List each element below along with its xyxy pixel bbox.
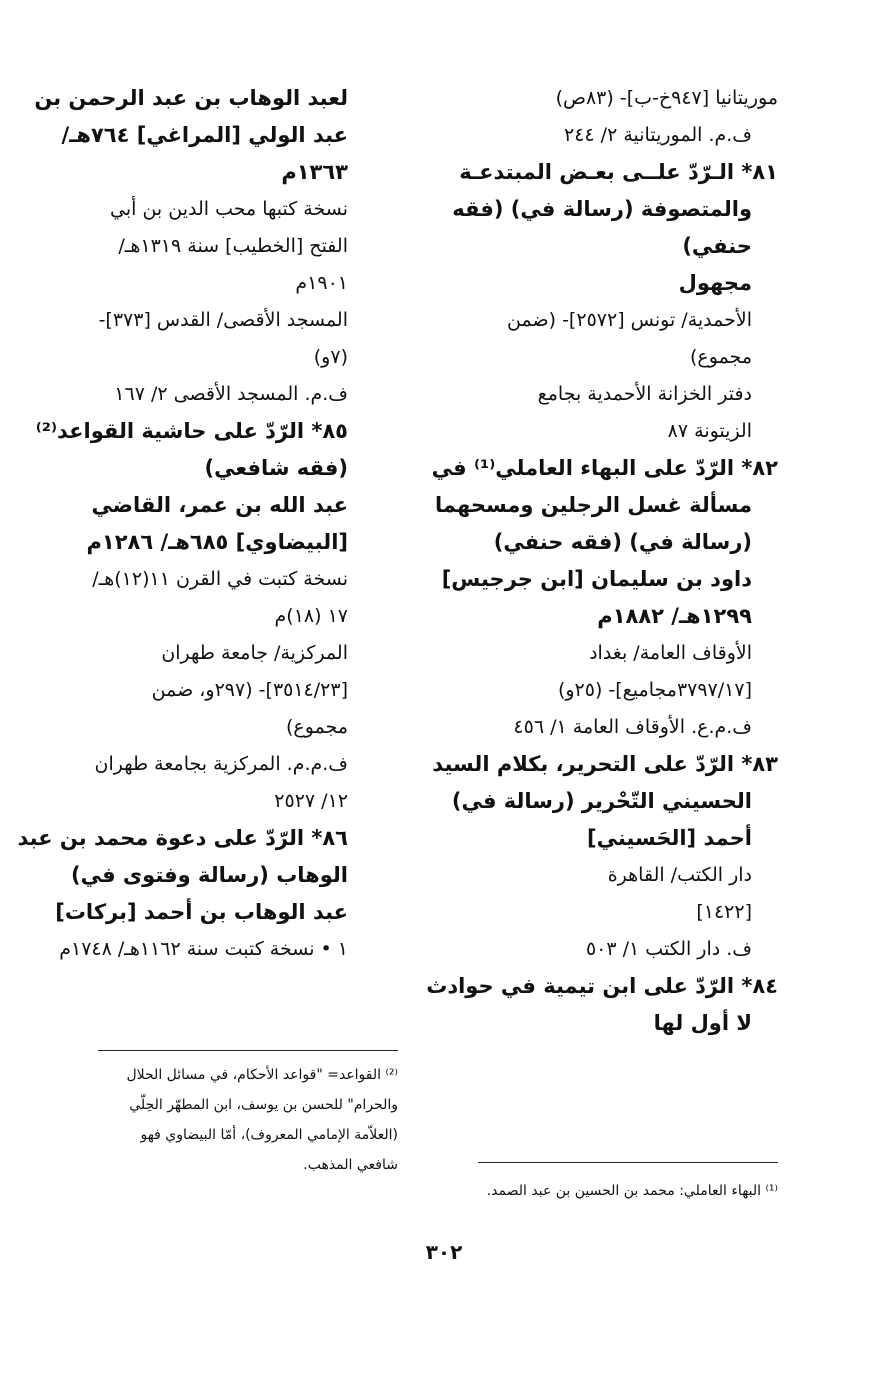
text-line: أحمد [الحَسيني] xyxy=(586,826,752,850)
footnote-line: شافعي المذهب. xyxy=(303,1157,398,1173)
text-line: ف. دار الكتب ١/ ٥٠٣ xyxy=(585,938,752,960)
text-line: ٨٥* الرّدّ على حاشية القواعد⁽²⁾ xyxy=(35,419,348,443)
text-line: ٨٣* الرّدّ على التحرير، بكلام السيد xyxy=(432,752,778,776)
text-line: مجموع) xyxy=(286,716,348,738)
text-line: الزيتونة ٨٧ xyxy=(667,420,752,442)
text-line: مجهول xyxy=(678,271,752,295)
text-line: عبد الله بن عمر، القاضي xyxy=(91,493,348,517)
text-line: موريتانيا [٩٤٧خ-ب]- (٨٣ص) xyxy=(555,87,778,109)
footnote-line: (العلاّمة الإمامي المعروف)، أمّا البيضاوي فهو xyxy=(140,1127,398,1143)
text-line: (فقه شافعي) xyxy=(204,456,348,480)
text-line: ١٢٩٩هـ/ ١٨٨٢م xyxy=(597,604,752,628)
text-line: لعبد الوهاب بن عبد الرحمن بن xyxy=(34,86,348,110)
footnote-left xyxy=(28,1060,398,1180)
text-line: دار الكتب/ القاهرة xyxy=(607,864,752,886)
text-line: مسألة غسل الرجلين ومسحهما xyxy=(435,493,752,517)
footnote-rule-left xyxy=(98,1050,398,1051)
text-line: دفتر الخزانة الأحمدية بجامع xyxy=(537,383,752,405)
text-line: الأحمدية/ تونس [٢٥٧٢]- (ضمن xyxy=(507,309,752,331)
text-line: حنفي) xyxy=(682,234,752,258)
footnote-rule-right xyxy=(478,1162,778,1163)
text-line: الوهاب (رسالة وفتوى في) xyxy=(71,863,348,887)
text-line: ٨٤* الرّدّ على ابن تيمية في حوادث xyxy=(426,974,778,998)
text-line: ١ • نسخة كتبت سنة ١١٦٢هـ/ ١٧٤٨م xyxy=(59,938,348,960)
text-line: (٧و) xyxy=(313,346,348,368)
text-line: ٨١* الـرّدّ علــى بعـض المبتدعـة xyxy=(459,160,778,184)
text-line: [البيضاوي] ٦٨٥هـ/ ١٢٨٦م xyxy=(86,530,348,554)
text-line: ف.م.ع. الأوقاف العامة ١/ ٤٥٦ xyxy=(513,716,752,738)
text-line: الفتح [الخطيب] سنة ١٣١٩هـ/ xyxy=(118,235,348,257)
text-line: ١٧ (١٨)م xyxy=(274,605,348,627)
text-line: نسخة كتبها محب الدين بن أبي xyxy=(110,198,348,220)
left-column xyxy=(17,80,348,968)
text-line: الأوقاف العامة/ بغداد xyxy=(589,642,752,664)
text-line: المركزية/ جامعة طهران xyxy=(161,642,348,664)
text-line: مجموع) xyxy=(690,346,752,368)
text-line: ٨٢* الرّدّ على البهاء العاملي⁽¹⁾ في xyxy=(431,456,778,480)
text-line: المسجد الأقصى/ القدس [٣٧٣]- xyxy=(98,309,348,331)
text-line: عبد الوهاب بن أحمد [بركات] xyxy=(55,900,348,924)
text-line: لا أول لها xyxy=(653,1011,752,1035)
text-line: [٣٧٩٧/١٧مجاميع]- (٢٥و) xyxy=(557,679,752,701)
text-line: ف.م. الموريتانية ٢/ ٢٤٤ xyxy=(564,124,752,146)
text-line: داود بن سليمان [ابن جرجيس] xyxy=(441,567,752,591)
text-line: ٨٦* الرّدّ على دعوة محمد بن عبد xyxy=(17,826,348,850)
text-line: والمتصوفة (رسالة في) (فقه xyxy=(452,197,752,221)
text-line: [١٤٢٢] xyxy=(696,901,752,923)
right-column xyxy=(426,80,778,1042)
page-number: ٣٠٢ xyxy=(425,1240,463,1264)
text-line: نسخة كتبت في القرن ١١(١٢)هـ/ xyxy=(92,568,348,590)
footnote-line: والحرام" للحسن بن يوسف، ابن المطهّر الحِلّي xyxy=(129,1097,398,1113)
text-line: ١٩٠١م xyxy=(295,272,348,294)
footnote-right xyxy=(438,1176,778,1206)
text-line: عبد الولي [المراغي] ٧٦٤هـ/ xyxy=(61,123,348,147)
text-line: ١٢/ ٢٥٢٧ xyxy=(274,790,348,812)
footnote-line: ⁽²⁾ القواعد= "قواعد الأحكام، في مسائل الحلال xyxy=(126,1067,398,1083)
text-line: ١٣٦٣م xyxy=(281,160,348,184)
text-line: (رسالة في) (فقه حنفي) xyxy=(493,530,752,554)
text-line: ف.م.م. المركزية بجامعة طهران xyxy=(94,753,348,775)
footnote-line: ⁽¹⁾ البهاء العاملي: محمد بن الحسين بن عبد الصمد. xyxy=(486,1183,778,1199)
text-line: ف.م. المسجد الأقصى ٢/ ١٦٧ xyxy=(114,383,348,405)
text-line: [٣٥١٤/٢٣]- (٢٩٧و، ضمن xyxy=(151,679,348,701)
text-line: الحسيني التّحْرير (رسالة في) xyxy=(451,789,752,813)
